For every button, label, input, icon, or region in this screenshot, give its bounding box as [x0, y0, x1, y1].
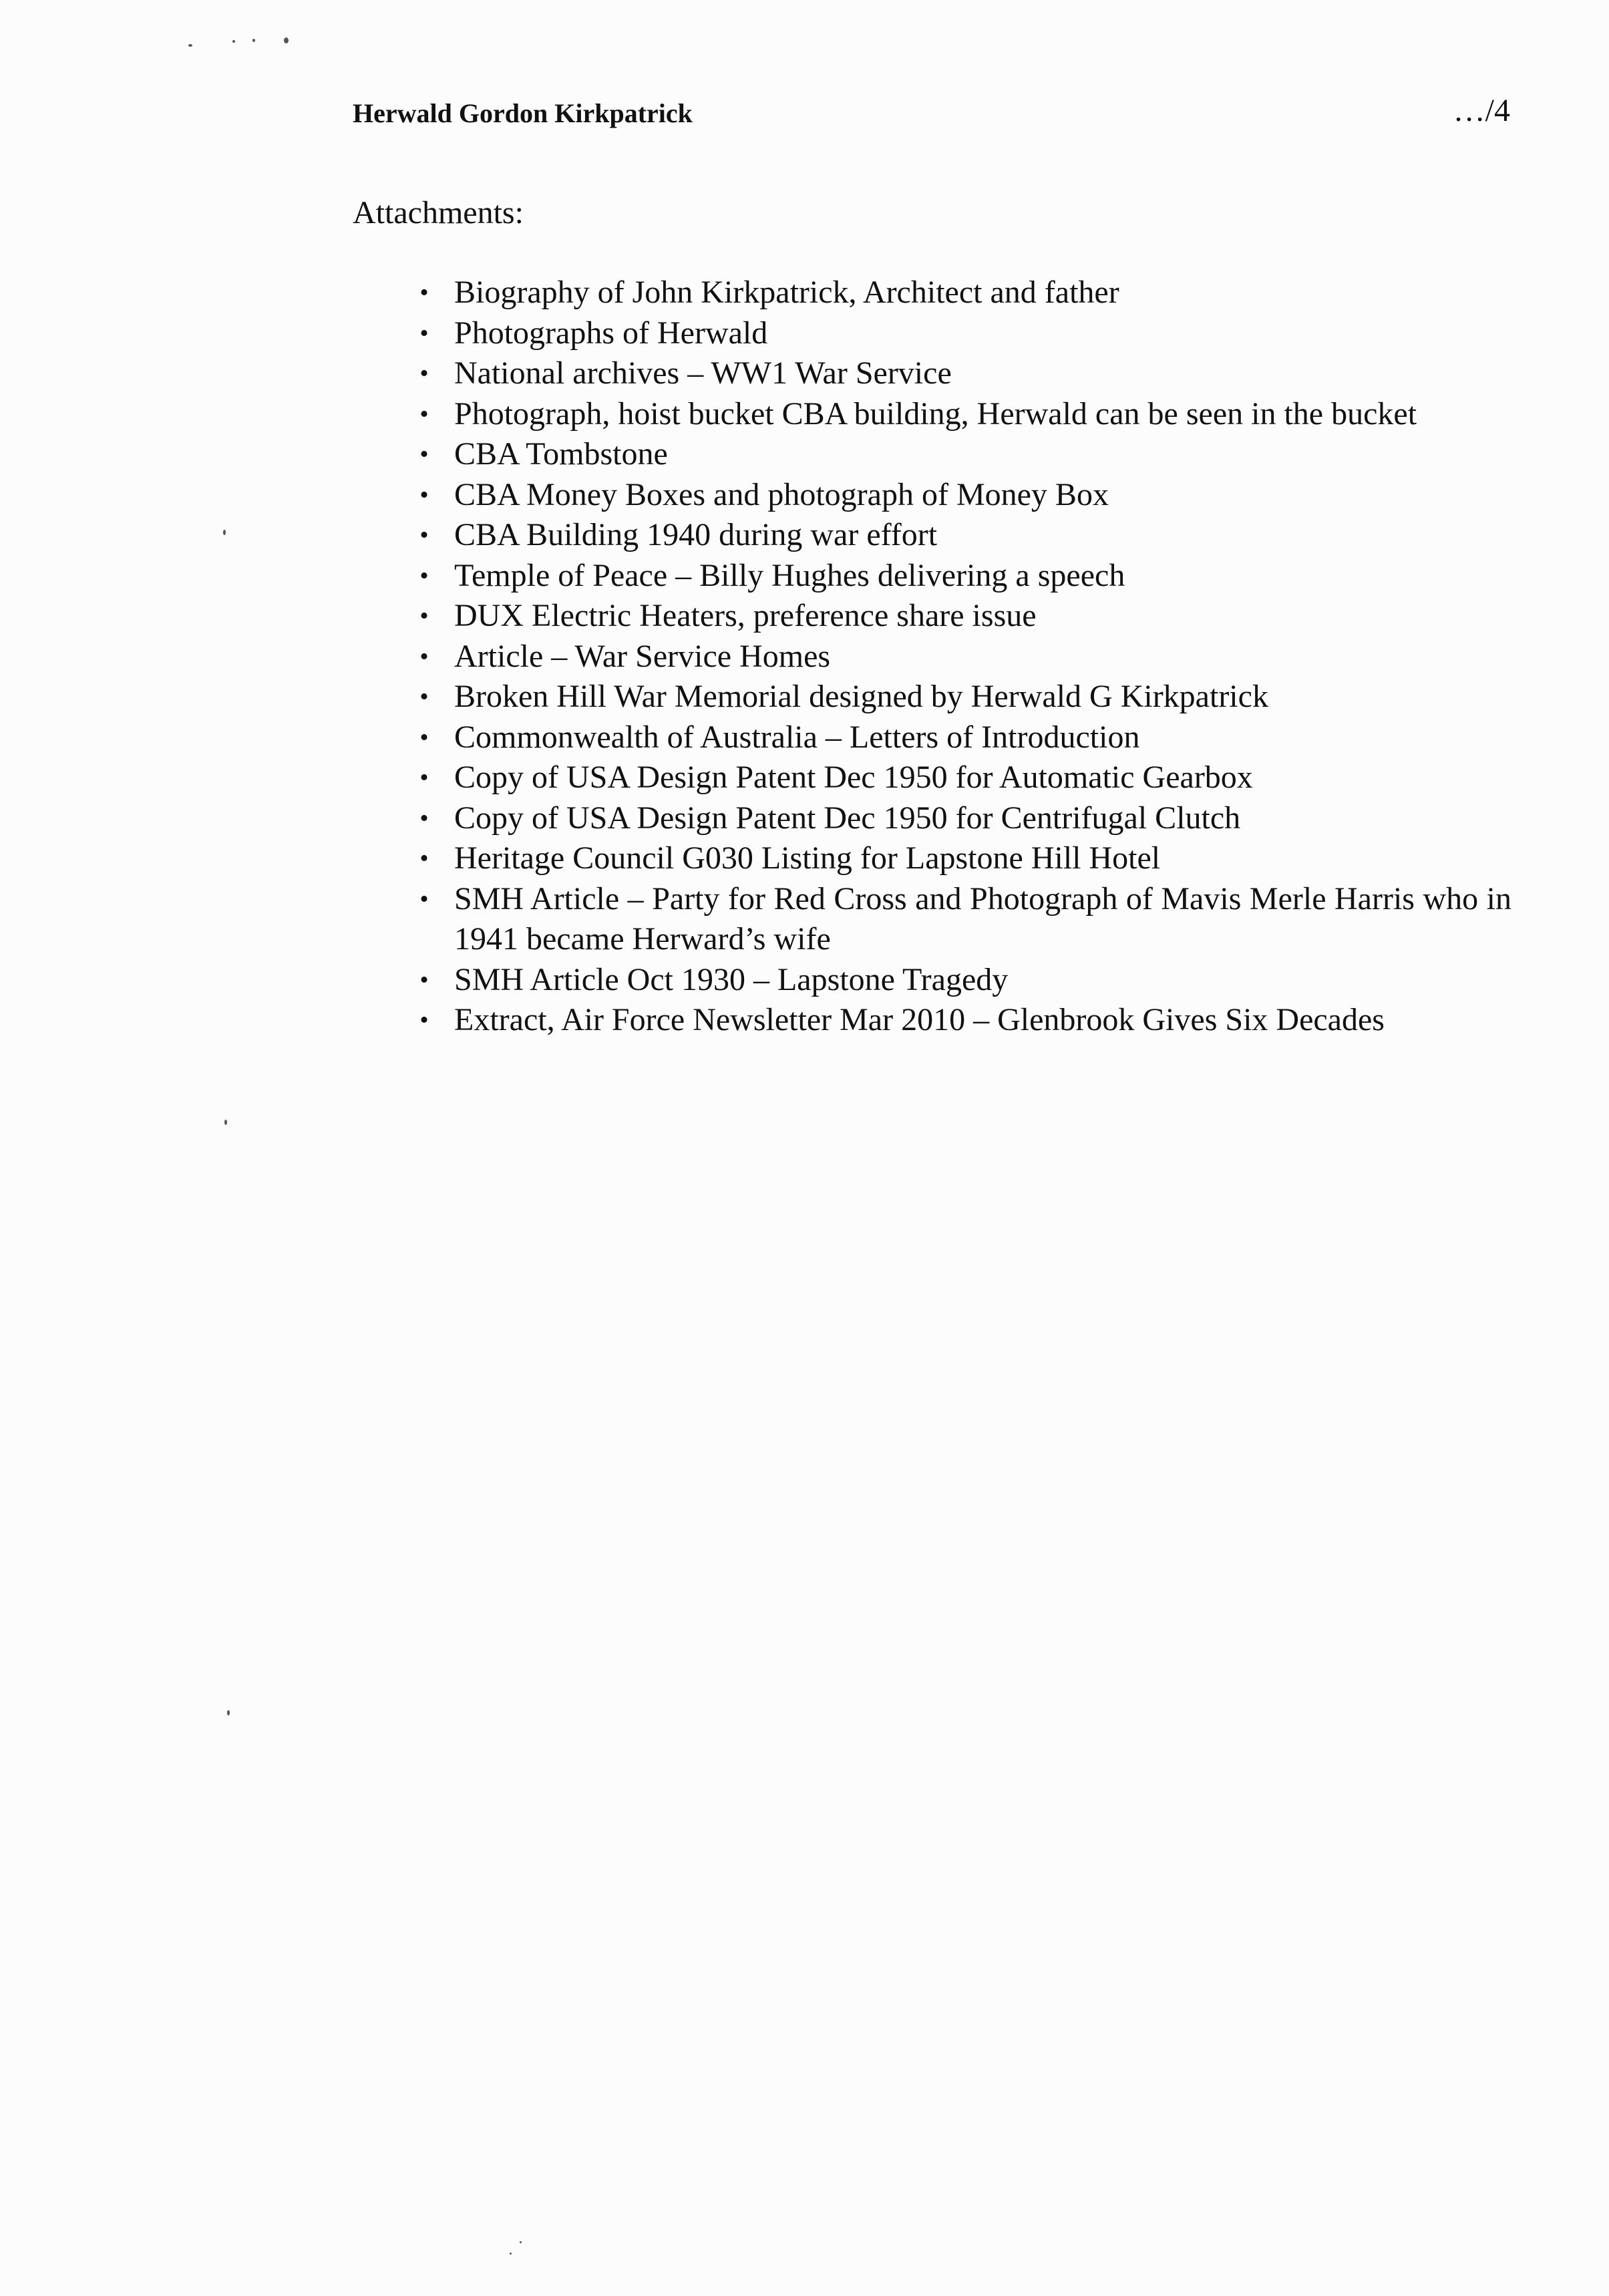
scan-speck	[252, 39, 255, 42]
attachment-item-text: CBA Tombstone	[454, 436, 668, 472]
attachment-item	[353, 798, 1511, 839]
bullet-icon: •	[419, 884, 429, 913]
scan-speck	[232, 40, 235, 43]
bullet-icon: •	[419, 683, 429, 711]
bullet-icon: •	[419, 844, 429, 872]
attachment-item	[353, 838, 1511, 879]
attachment-item-text: SMH Article – Party for Red Cross and Photograph of Mavis Merle Harris who in 1941 became Herward’s wife	[454, 880, 1511, 957]
attachment-item-text: Biography of John Kirkpatrick, Architect and father	[454, 275, 1119, 310]
bullet-icon: •	[419, 440, 429, 468]
attachment-item	[353, 758, 1511, 798]
bullet-icon: •	[419, 359, 429, 387]
attachment-item-text: Temple of Peace – Billy Hughes delivering a speech	[454, 557, 1125, 593]
bullet-icon: •	[419, 965, 429, 994]
attachment-item-text: Copy of USA Design Patent Dec 1950 for Centrifugal Clutch	[454, 800, 1241, 836]
bullet-icon: •	[419, 764, 429, 792]
attachment-item-text: Broken Hill War Memorial designed by Herwald G Kirkpatrick	[454, 679, 1268, 714]
bullet-icon: •	[419, 561, 429, 590]
bullet-icon: •	[419, 279, 429, 307]
bullet-icon: •	[419, 480, 429, 509]
attachment-item-text: National archives – WW1 War Service	[454, 355, 952, 391]
scan-speck	[284, 37, 289, 43]
attachment-item	[353, 1000, 1511, 1041]
bullet-icon: •	[419, 319, 429, 347]
attachment-item	[353, 394, 1511, 435]
attachment-item-text: Heritage Council G030 Listing for Lapstone Hill Hotel	[454, 840, 1161, 876]
attachment-item	[353, 556, 1511, 597]
attachment-item	[353, 313, 1511, 354]
document-author-name: Herwald Gordon Kirkpatrick	[353, 98, 693, 128]
scan-speck	[510, 2253, 512, 2255]
page-reference: …/4	[1453, 93, 1510, 128]
attachment-item-text: Commonwealth of Australia – Letters of Introduction	[454, 719, 1140, 755]
attachment-item	[353, 717, 1511, 758]
attachment-item	[353, 434, 1511, 475]
attachment-item-text: Photographs of Herwald	[454, 315, 768, 351]
attachment-item	[353, 677, 1511, 717]
scan-speck	[227, 1710, 230, 1715]
scan-speck	[223, 530, 226, 535]
attachment-item	[353, 273, 1511, 313]
bullet-icon: •	[419, 602, 429, 630]
attachment-item	[353, 960, 1511, 1001]
scan-speck	[520, 2241, 522, 2243]
attachment-item-text: Photograph, hoist bucket CBA building, Herwald can be seen in the bucket	[454, 395, 1417, 432]
attachment-item	[353, 353, 1511, 394]
attachment-item-text: Extract, Air Force Newsletter Mar 2010 – Glenbrook Gives Six Decades	[454, 1002, 1385, 1037]
attachment-item-text: CBA Money Boxes and photograph of Money Box	[454, 476, 1109, 512]
attachment-item-text: DUX Electric Heaters, preference share issue	[454, 598, 1037, 633]
attachment-item-text: SMH Article Oct 1930 – Lapstone Tragedy	[454, 961, 1009, 997]
attachments-heading: Attachments:	[353, 195, 524, 230]
scan-speck	[188, 44, 192, 47]
attachment-item	[353, 596, 1511, 637]
attachment-item-text: Copy of USA Design Patent Dec 1950 for Automatic Gearbox	[454, 760, 1253, 795]
bullet-icon: •	[419, 1006, 429, 1034]
attachment-item-text: CBA Building 1940 during war effort	[454, 517, 938, 552]
attachment-item	[353, 879, 1511, 960]
attachment-item	[353, 515, 1511, 556]
bullet-icon: •	[419, 642, 429, 671]
attachment-item	[353, 475, 1511, 516]
attachment-item-text: Article – War Service Homes	[454, 638, 831, 674]
bullet-icon: •	[419, 521, 429, 549]
bullet-icon: •	[419, 723, 429, 752]
bullet-icon: •	[419, 804, 429, 832]
bullet-icon: •	[419, 399, 429, 428]
attachments-list	[353, 273, 1511, 1041]
attachment-item	[353, 637, 1511, 677]
scan-speck	[224, 1120, 227, 1125]
